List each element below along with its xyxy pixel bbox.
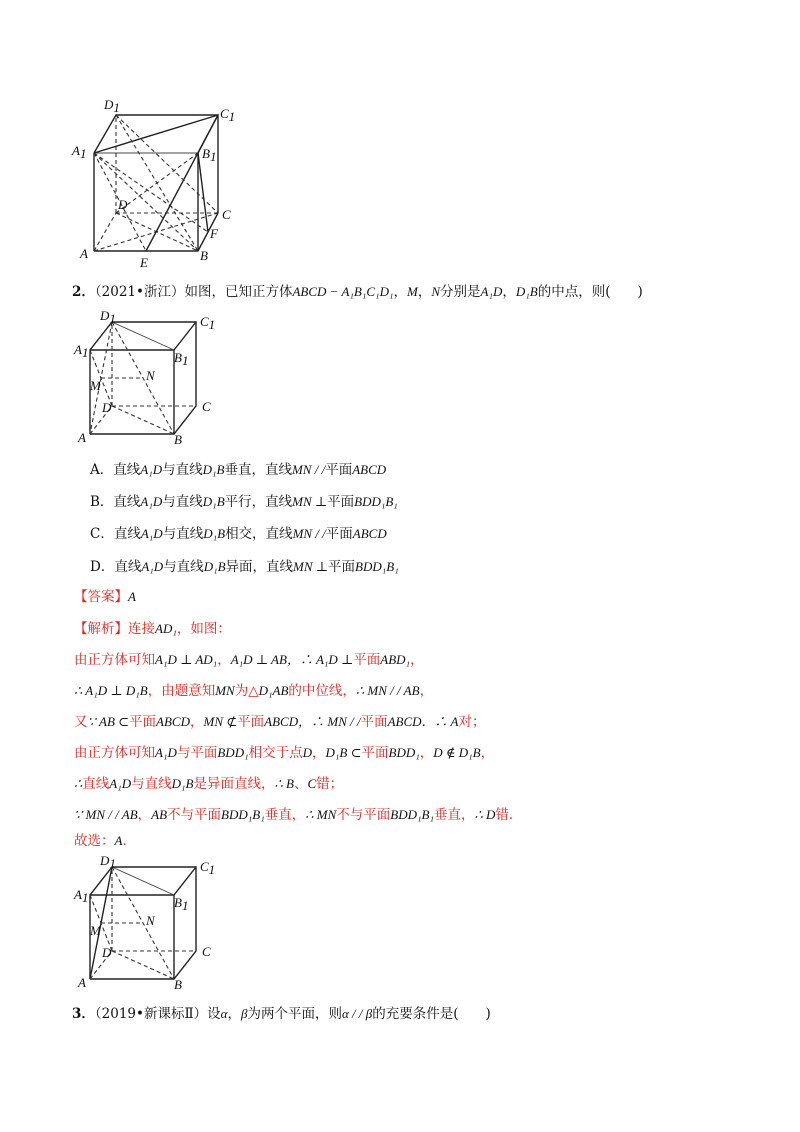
cube-figure-1 bbox=[70, 95, 250, 270]
label-D: D bbox=[102, 400, 112, 415]
label-C: C bbox=[202, 399, 211, 414]
label-B: B bbox=[174, 432, 182, 447]
label-C: C bbox=[202, 944, 211, 959]
analysis-line-1: 【解析】连接AD₁，如图： bbox=[74, 621, 231, 637]
answer-value: A bbox=[128, 589, 136, 604]
vertex-labels bbox=[71, 97, 235, 270]
analysis-line-7: ∵ MN / / AB，AB不与平面BDD₁B₁垂直，∴ MN不与平面BDD₁B₁垂直，∴ D错． bbox=[74, 807, 523, 823]
label-D1: D1 bbox=[100, 853, 116, 871]
option-a: A．直线A₁D与直线D₁B垂直，直线MN / /平面ABCD bbox=[90, 462, 387, 478]
label-D: D bbox=[102, 945, 112, 960]
label-A: A bbox=[78, 975, 86, 990]
label-M: M bbox=[90, 923, 101, 938]
label-N: N bbox=[146, 913, 155, 928]
cube-figure-2 bbox=[70, 310, 230, 450]
analysis-line-8: 故选：A． bbox=[74, 833, 136, 849]
option-d: D．直线A₁D与直线D₁B异面，直线MN ⊥平面BDD₁B₁ bbox=[90, 559, 399, 575]
label-A1: A1 bbox=[74, 887, 89, 905]
analysis-line-2: 由正方体可知A₁D ⊥ AD₁，A₁D ⊥ AB，∴ A₁D ⊥平面ABD₁， bbox=[74, 652, 424, 668]
label-A1: A1 bbox=[72, 143, 87, 161]
question-3-stem: 3．（2019•新课标Ⅱ）设α，β为两个平面，则α / / β的充要条件是( ) bbox=[72, 1006, 491, 1022]
label-D1: D1 bbox=[100, 308, 116, 326]
cube-figure-3 bbox=[70, 855, 230, 995]
label-B: B bbox=[174, 977, 182, 992]
analysis-line-4: 又∵ AB ⊂平面ABCD，MN ⊄平面ABCD，∴ MN / /平面ABCD．∴ A对； bbox=[74, 714, 486, 730]
cube-edges bbox=[94, 115, 218, 251]
label-B1: B1 bbox=[202, 146, 217, 164]
option-c: C．直线A₁D与直线D₁B相交，直线MN / /平面ABCD bbox=[90, 526, 387, 542]
label-B: B bbox=[200, 248, 208, 263]
question-number: 3． bbox=[72, 1006, 95, 1022]
label-A1: A1 bbox=[74, 342, 89, 360]
analysis-tag: 【解析】 bbox=[74, 621, 128, 637]
analysis-line-3: ∴ A₁D ⊥ D₁B，由题意知MN为△D₁AB的中位线，∴ MN / / AB， bbox=[74, 683, 434, 699]
answer-line bbox=[74, 587, 136, 607]
diagonals bbox=[94, 115, 218, 251]
answer-tag: 【答案】 bbox=[74, 589, 128, 605]
label-F: F bbox=[210, 226, 218, 241]
option-b: B．直线A₁D与直线D₁B平行，直线MN ⊥平面BDD₁B₁ bbox=[90, 494, 398, 510]
label-E: E bbox=[140, 255, 148, 270]
label-C1: C1 bbox=[200, 314, 216, 332]
question-2-stem: 2．（2021•浙江）如图，已知正方体ABCD − A₁B₁C₁D₁，M，N分别是A₁D，D₁B的中点，则( ) bbox=[72, 284, 643, 300]
label-M: M bbox=[90, 378, 101, 393]
label-D: D bbox=[118, 197, 128, 212]
label-A: A bbox=[78, 430, 86, 445]
question-number: 2． bbox=[72, 284, 95, 300]
label-B1: B1 bbox=[174, 350, 189, 368]
label-B1: B1 bbox=[174, 895, 189, 913]
label-N: N bbox=[146, 368, 155, 383]
analysis-line-6: ∴直线A₁D与直线D₁B是异面直线，∴ B、C错； bbox=[74, 776, 344, 792]
label-D1: D1 bbox=[104, 97, 120, 115]
analysis-line-5: 由正方体可知A₁D与平面BDD₁相交于点D，D₁B ⊂平面BDD₁，D ∉ D₁B， bbox=[74, 745, 495, 761]
label-A: A bbox=[80, 246, 88, 261]
label-C1: C1 bbox=[220, 106, 236, 124]
label-C1: C1 bbox=[200, 859, 216, 877]
label-C: C bbox=[222, 207, 231, 222]
